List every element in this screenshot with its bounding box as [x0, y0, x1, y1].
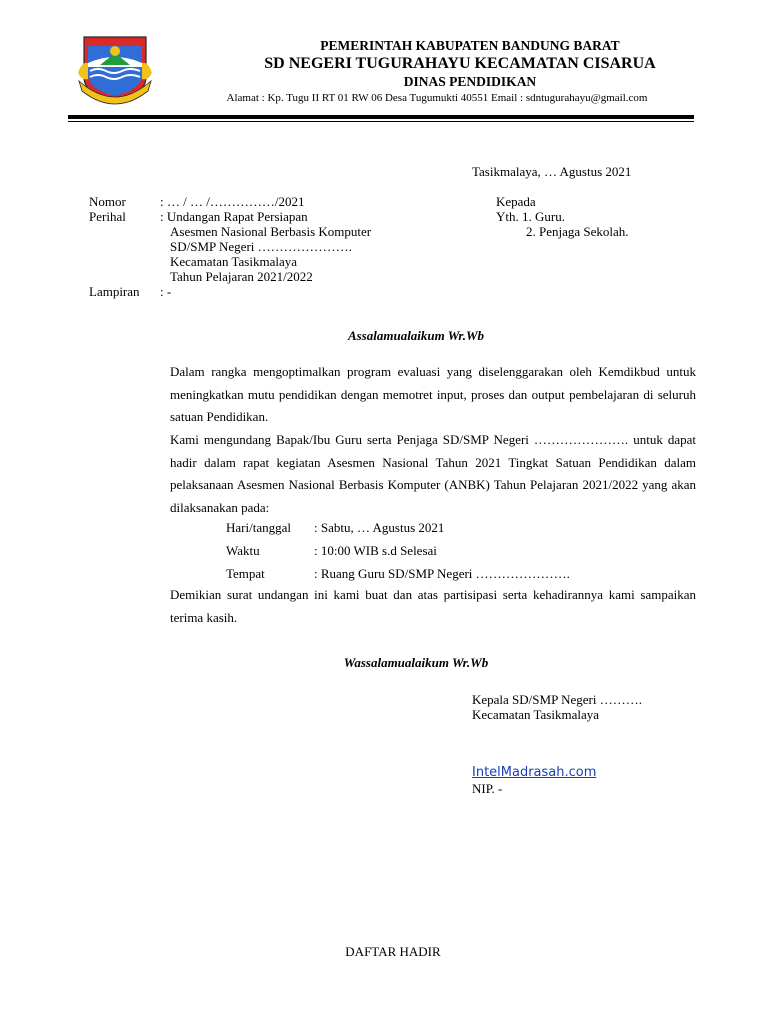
body-paragraph-1: Dalam rangka mengoptimalkan program evaluasi yang diselenggarakan oleh Kemdikbud untuk meningkatkan mutu pendidikan dengan memotret input, proses dan output pembelajaran di seluruh satuan Pendidikan.: [170, 364, 696, 424]
recipient-line: Yth. 1. Guru.: [496, 209, 565, 224]
schedule-label: Hari/tanggal: [226, 520, 291, 535]
letterhead-department: DINAS PENDIDIKAN: [403, 74, 537, 89]
schedule-value: : 10:00 WIB s.d Selesai: [314, 543, 437, 558]
closing-greeting: Wassalamualaikum Wr.Wb: [343, 655, 489, 670]
signature-link[interactable]: IntelMadrasah.com: [472, 765, 597, 780]
recipient-kepada: Kepada: [496, 194, 536, 209]
letterhead-divider-thick: [68, 115, 694, 119]
letterhead-address: Alamat : Kp. Tugu II RT 01 RW 06 Desa Tugumukti 40551 Email : sdntugurahayu@gmail.com: [226, 92, 648, 104]
signature-title: Kepala SD/SMP Negeri ……….: [472, 692, 642, 707]
letter-date: Tasikmalaya, … Agustus 2021: [472, 164, 632, 179]
schedule-value: : Sabtu, … Agustus 2021: [314, 520, 445, 535]
attendance-heading: DAFTAR HADIR: [345, 944, 441, 959]
perihal-line: Tahun Pelajaran 2021/2022: [170, 269, 313, 284]
lampiran-label: Lampiran: [89, 284, 140, 299]
schedule-value: : Ruang Guru SD/SMP Negeri ………………….: [314, 566, 570, 581]
nomor-label: Nomor: [89, 194, 126, 209]
letterhead-government-line: PEMERINTAH KABUPATEN BANDUNG BARAT: [320, 38, 620, 53]
letterhead-divider-thin: [68, 121, 694, 122]
lampiran-value: : -: [160, 284, 172, 299]
regency-emblem-logo: [78, 33, 152, 107]
schedule-label: Waktu: [226, 543, 260, 558]
perihal-line: Kecamatan Tasikmalaya: [170, 254, 297, 269]
schedule-label: Tempat: [226, 566, 265, 581]
perihal-line: Asesmen Nasional Berbasis Komputer: [170, 224, 372, 239]
body-paragraph-2: Kami mengundang Bapak/Ibu Guru serta Penjaga SD/SMP Negeri …………………. untuk dapat hadir dalam rapat kegiatan Asesmen Nasional Tahun 2021 Tingkat Satuan Pendidikan dalam pelaksanaan Asesmen Nasional Berbasis Komputer (ANBK) Tahun Pelajaran 2021/2022 yang akan dilaksanakan pada:: [170, 432, 696, 515]
signature-district: Kecamatan Tasikmalaya: [472, 707, 599, 722]
recipient-line: 2. Penjaga Sekolah.: [526, 224, 629, 239]
nomor-value: : … / … /……………/2021: [160, 194, 305, 209]
opening-greeting: Assalamualaikum Wr.Wb: [347, 328, 485, 343]
letterhead-school-name: SD NEGERI TUGURAHAYU KECAMATAN CISARUA: [264, 55, 656, 72]
perihal-label: Perihal: [89, 209, 126, 224]
perihal-line: SD/SMP Negeri ………………….: [170, 239, 352, 254]
perihal-line: : Undangan Rapat Persiapan: [160, 209, 308, 224]
closing-paragraph: Demikian surat undangan ini kami buat dan atas partisipasi serta kehadirannya kami sampaikan terima kasih.: [170, 587, 696, 625]
signature-nip: NIP. -: [472, 781, 503, 796]
